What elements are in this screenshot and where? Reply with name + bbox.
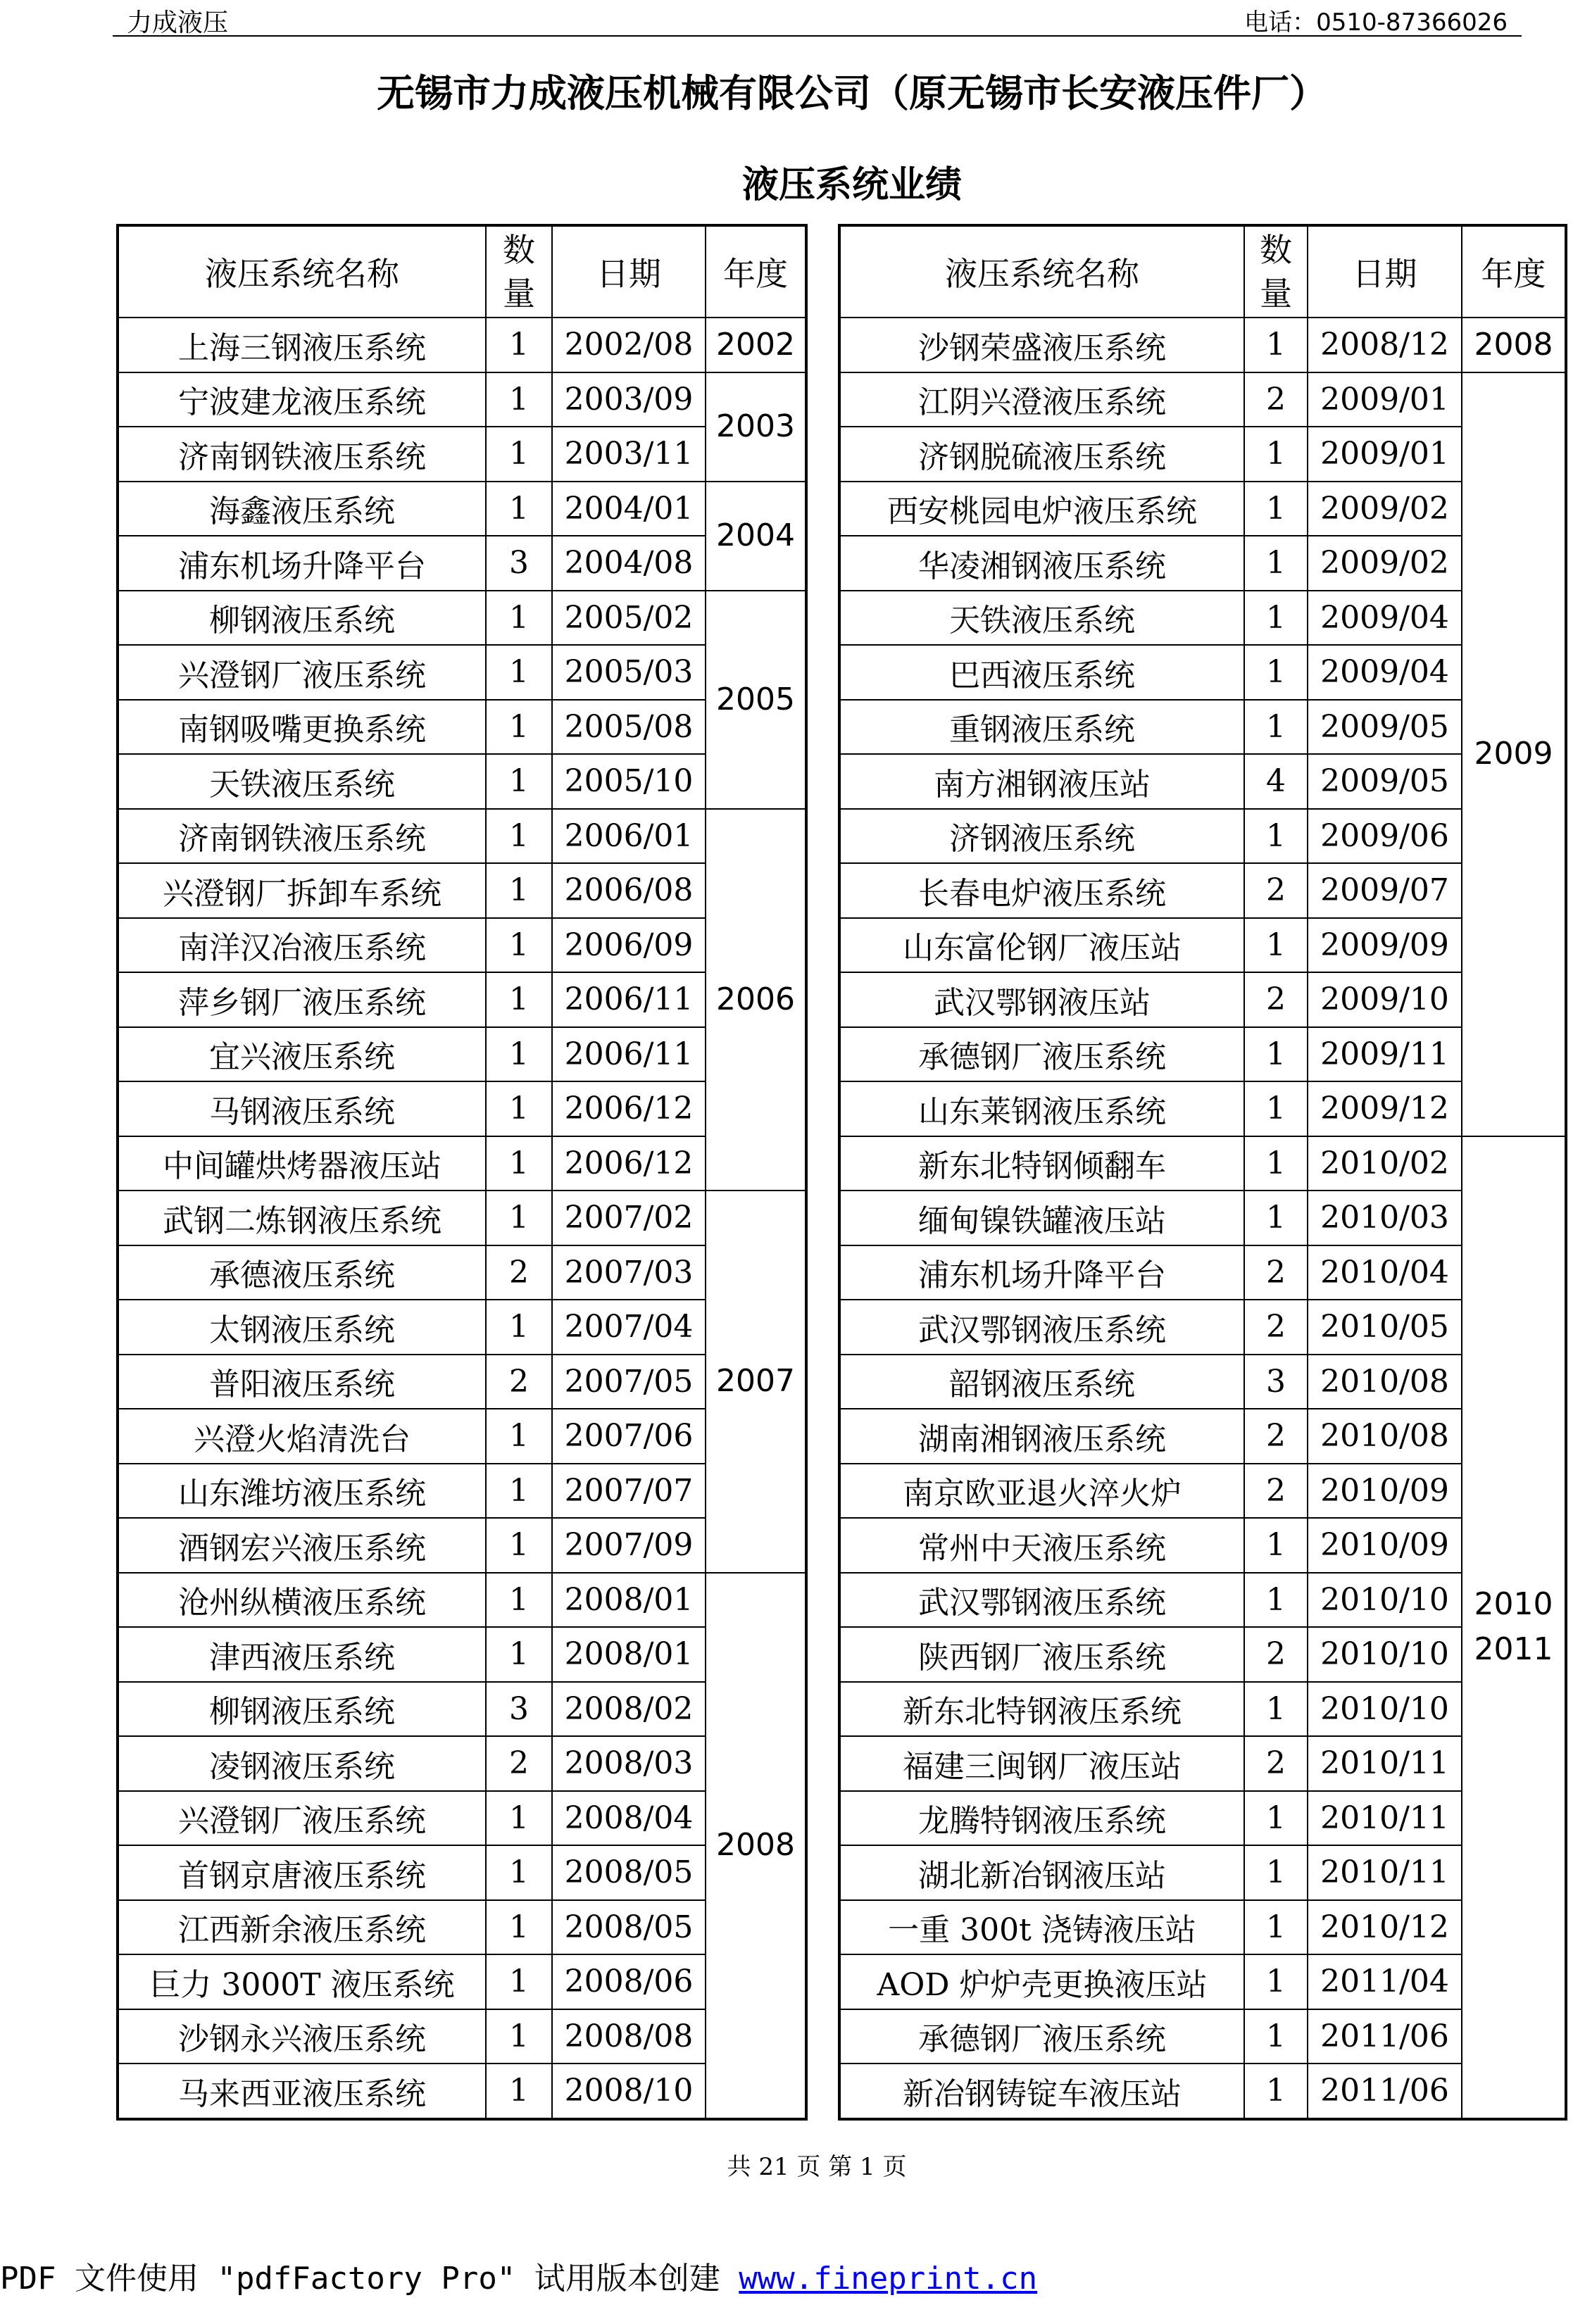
quantity: 1 <box>1244 1027 1308 1082</box>
table-row <box>839 1464 1566 1519</box>
table-row <box>118 1191 806 1245</box>
year-group: 2009 <box>1462 372 1566 1136</box>
system-name: 海鑫液压系统 <box>118 482 486 536</box>
date: 2010/05 <box>1308 1300 1462 1355</box>
table-row <box>118 1845 806 1900</box>
quantity: 1 <box>1244 1682 1308 1737</box>
date: 2010/10 <box>1308 1573 1462 1628</box>
system-name: 酒钢宏兴液压系统 <box>118 1518 486 1573</box>
quantity: 1 <box>1244 700 1308 755</box>
table-row <box>118 1081 806 1136</box>
system-name: 武汉鄂钢液压系统 <box>839 1300 1244 1355</box>
table-row <box>839 591 1566 646</box>
quantity: 1 <box>486 1791 552 1846</box>
system-name: 陕西钢厂液压系统 <box>839 1627 1244 1682</box>
system-name: 武汉鄂钢液压系统 <box>839 1573 1244 1628</box>
date: 2009/09 <box>1308 918 1462 973</box>
system-name: 马来西亚液压系统 <box>118 2064 486 2119</box>
date: 2008/01 <box>552 1627 706 1682</box>
table-row <box>839 1518 1566 1573</box>
system-name: 龙腾特钢液压系统 <box>839 1791 1244 1846</box>
table-row <box>839 372 1566 427</box>
table-row <box>839 700 1566 755</box>
quantity: 1 <box>486 427 552 482</box>
system-name: 柳钢液压系统 <box>118 591 486 646</box>
system-name: 萍乡钢厂液压系统 <box>118 972 486 1027</box>
system-name: 南钢吸嘴更换系统 <box>118 700 486 755</box>
year-group: 2004 <box>706 482 806 591</box>
date: 2010/08 <box>1308 1409 1462 1464</box>
system-name: 兴澄钢厂拆卸车系统 <box>118 863 486 918</box>
quantity: 1 <box>486 1518 552 1573</box>
table-row <box>839 1409 1566 1464</box>
quantity: 1 <box>486 1136 552 1191</box>
table-row <box>118 1518 806 1573</box>
quantity: 1 <box>486 1845 552 1900</box>
date: 2005/08 <box>552 700 706 755</box>
quantity: 1 <box>486 482 552 536</box>
system-name: 济钢液压系统 <box>839 809 1244 864</box>
table-row <box>839 863 1566 918</box>
table-row <box>118 1464 806 1519</box>
table-row <box>118 1900 806 1955</box>
system-name: 太钢液压系统 <box>118 1300 486 1355</box>
quantity: 2 <box>1244 1736 1308 1791</box>
quantity: 1 <box>486 863 552 918</box>
quantity: 1 <box>1244 1518 1308 1573</box>
quantity: 1 <box>486 1627 552 1682</box>
date: 2007/09 <box>552 1518 706 1573</box>
table-row <box>839 482 1566 536</box>
date: 2010/11 <box>1308 1791 1462 1846</box>
quantity: 1 <box>1244 809 1308 864</box>
system-name: 华凌湘钢液压系统 <box>839 536 1244 591</box>
table-row <box>118 372 806 427</box>
date: 2006/11 <box>552 972 706 1027</box>
header-divider <box>113 35 1522 37</box>
date: 2009/01 <box>1308 427 1462 482</box>
year-group: 2002 <box>706 318 806 372</box>
header-phone: 电话：0510-87366026 <box>1244 8 1508 37</box>
system-name: 上海三钢液压系统 <box>118 318 486 372</box>
date: 2007/07 <box>552 1464 706 1519</box>
table-row <box>839 754 1566 809</box>
year-group: 2006 <box>706 809 806 1191</box>
date: 2009/05 <box>1308 754 1462 809</box>
table-header-row <box>118 225 806 318</box>
column-header-date: 日期 <box>552 225 706 318</box>
quantity: 1 <box>486 754 552 809</box>
date: 2006/12 <box>552 1136 706 1191</box>
system-name: 南京欧亚退火淬火炉 <box>839 1464 1244 1519</box>
quantity: 1 <box>1244 482 1308 536</box>
system-name: AOD 炉炉壳更换液压站 <box>839 1954 1244 2009</box>
quantity: 1 <box>486 645 552 700</box>
quantity: 1 <box>486 1900 552 1955</box>
performance-table-right <box>838 224 1567 2121</box>
date: 2008/12 <box>1308 318 1462 372</box>
system-name: 天铁液压系统 <box>839 591 1244 646</box>
table-row <box>839 2064 1566 2119</box>
date: 2009/05 <box>1308 700 1462 755</box>
table-row <box>839 1954 1566 2009</box>
table-row <box>839 318 1566 372</box>
date: 2008/01 <box>552 1573 706 1628</box>
table-row <box>118 2009 806 2064</box>
table-header-row <box>839 225 1566 318</box>
quantity: 1 <box>486 809 552 864</box>
quantity: 2 <box>1244 1409 1308 1464</box>
quantity: 1 <box>1244 427 1308 482</box>
table-row <box>118 700 806 755</box>
date: 2009/10 <box>1308 972 1462 1027</box>
quantity: 1 <box>1244 645 1308 700</box>
table-row <box>118 1409 806 1464</box>
date: 2010/03 <box>1308 1191 1462 1245</box>
quantity: 1 <box>1244 1900 1308 1955</box>
quantity: 1 <box>486 918 552 973</box>
column-header-year: 年度 <box>706 225 806 318</box>
quantity: 3 <box>486 536 552 591</box>
quantity: 2 <box>1244 372 1308 427</box>
date: 2006/01 <box>552 809 706 864</box>
table-row <box>839 1027 1566 1082</box>
year-group: 2008 <box>706 1573 806 2119</box>
table-row <box>839 1845 1566 1900</box>
table-row <box>839 1682 1566 1737</box>
quantity: 2 <box>1244 1464 1308 1519</box>
table-row <box>118 427 806 482</box>
table-row <box>839 645 1566 700</box>
table-row <box>118 1300 806 1355</box>
table-row <box>839 1245 1566 1300</box>
date: 2006/11 <box>552 1027 706 1082</box>
system-name: 济钢脱硫液压系统 <box>839 427 1244 482</box>
table-row <box>839 918 1566 973</box>
system-name: 韶钢液压系统 <box>839 1355 1244 1409</box>
system-name: 巨力 3000T 液压系统 <box>118 1954 486 2009</box>
date: 2003/11 <box>552 427 706 482</box>
quantity: 1 <box>486 1954 552 2009</box>
system-name: 天铁液压系统 <box>118 754 486 809</box>
year-group: 2003 <box>706 372 806 482</box>
system-name: 宁波建龙液压系统 <box>118 372 486 427</box>
column-header-year: 年度 <box>1462 225 1566 318</box>
system-name: 承德钢厂液压系统 <box>839 1027 1244 1082</box>
system-name: 兴澄钢厂液压系统 <box>118 1791 486 1846</box>
date: 2011/06 <box>1308 2009 1462 2064</box>
quantity: 3 <box>1244 1355 1308 1409</box>
date: 2006/12 <box>552 1081 706 1136</box>
table-row <box>118 1355 806 1409</box>
system-name: 沧州纵横液压系统 <box>118 1573 486 1628</box>
document-title: 无锡市力成液压机械有限公司（原无锡市长安液压件厂） <box>377 71 1327 115</box>
column-header-qty: 数 量 <box>486 225 552 318</box>
system-name: 西安桃园电炉液压系统 <box>839 482 1244 536</box>
date: 2007/06 <box>552 1409 706 1464</box>
date: 2008/02 <box>552 1682 706 1737</box>
table-row <box>839 1191 1566 1245</box>
table-row <box>839 536 1566 591</box>
date: 2008/03 <box>552 1736 706 1791</box>
quantity: 1 <box>1244 1081 1308 1136</box>
quantity: 1 <box>1244 918 1308 973</box>
system-name: 山东富伦钢厂液压站 <box>839 918 1244 973</box>
system-name: 浦东机场升降平台 <box>118 536 486 591</box>
system-name: 江阴兴澄液压系统 <box>839 372 1244 427</box>
table-row <box>118 318 806 372</box>
date: 2007/03 <box>552 1245 706 1300</box>
date: 2002/08 <box>552 318 706 372</box>
year-group: 2007 <box>706 1191 806 1573</box>
system-name: 武钢二炼钢液压系统 <box>118 1191 486 1245</box>
quantity: 1 <box>1244 318 1308 372</box>
year-group: 2008 <box>1462 318 1566 372</box>
quantity: 2 <box>486 1355 552 1409</box>
table-row <box>839 1736 1566 1791</box>
table-row <box>118 2064 806 2119</box>
table-row <box>118 754 806 809</box>
date: 2005/03 <box>552 645 706 700</box>
table-row <box>839 1573 1566 1628</box>
system-name: 新东北特钢倾翻车 <box>839 1136 1244 1191</box>
date: 2008/04 <box>552 1791 706 1846</box>
table-row <box>118 1573 806 1628</box>
date: 2010/04 <box>1308 1245 1462 1300</box>
quantity: 2 <box>1244 1627 1308 1682</box>
system-name: 南方湘钢液压站 <box>839 754 1244 809</box>
system-name: 承德钢厂液压系统 <box>839 2009 1244 2064</box>
table-row <box>839 972 1566 1027</box>
table-row <box>839 1627 1566 1682</box>
table-row <box>118 591 806 646</box>
system-name: 凌钢液压系统 <box>118 1736 486 1791</box>
quantity: 2 <box>1244 972 1308 1027</box>
quantity: 2 <box>486 1245 552 1300</box>
quantity: 1 <box>486 2009 552 2064</box>
table-row <box>839 1355 1566 1409</box>
table-row <box>118 482 806 536</box>
system-name: 一重 300t 浇铸液压站 <box>839 1900 1244 1955</box>
system-name: 湖北新冶钢液压站 <box>839 1845 1244 1900</box>
fineprint-link[interactable]: www.fineprint.cn <box>739 2261 1038 2297</box>
date: 2009/12 <box>1308 1081 1462 1136</box>
table-row <box>118 1682 806 1737</box>
table-row <box>118 645 806 700</box>
date: 2007/05 <box>552 1355 706 1409</box>
quantity: 1 <box>486 1464 552 1519</box>
header-company: 力成液压 <box>127 8 229 37</box>
system-name: 浦东机场升降平台 <box>839 1245 1244 1300</box>
date: 2007/04 <box>552 1300 706 1355</box>
date: 2009/07 <box>1308 863 1462 918</box>
table-row <box>839 1081 1566 1136</box>
quantity: 1 <box>486 1027 552 1082</box>
date: 2011/06 <box>1308 2064 1462 2119</box>
quantity: 1 <box>1244 1791 1308 1846</box>
system-name: 柳钢液压系统 <box>118 1682 486 1737</box>
system-name: 济南钢铁液压系统 <box>118 427 486 482</box>
date: 2008/06 <box>552 1954 706 2009</box>
date: 2008/05 <box>552 1900 706 1955</box>
table-row <box>118 809 806 864</box>
quantity: 1 <box>486 1409 552 1464</box>
table-row <box>839 1300 1566 1355</box>
system-name: 承德液压系统 <box>118 1245 486 1300</box>
quantity: 1 <box>486 1573 552 1628</box>
date: 2009/04 <box>1308 591 1462 646</box>
table-row <box>118 1954 806 2009</box>
table-row <box>118 972 806 1027</box>
date: 2010/09 <box>1308 1518 1462 1573</box>
quantity: 1 <box>1244 591 1308 646</box>
system-name: 沙钢荣盛液压系统 <box>839 318 1244 372</box>
system-name: 山东莱钢液压系统 <box>839 1081 1244 1136</box>
quantity: 1 <box>486 591 552 646</box>
date: 2006/09 <box>552 918 706 973</box>
date: 2010/12 <box>1308 1900 1462 1955</box>
page-indicator: 共 21 页 第 1 页 <box>727 2153 907 2181</box>
date: 2005/02 <box>552 591 706 646</box>
table-row <box>118 1027 806 1082</box>
pdf-note-text: PDF 文件使用 "pdfFactory Pro" 试用版本创建 <box>0 2261 739 2297</box>
quantity: 1 <box>1244 1191 1308 1245</box>
system-name: 福建三闽钢厂液压站 <box>839 1736 1244 1791</box>
date: 2004/01 <box>552 482 706 536</box>
system-name: 新冶钢铸锭车液压站 <box>839 2064 1244 2119</box>
year-group: 2010 2011 <box>1462 1136 1566 2119</box>
system-name: 缅甸镍铁罐液压站 <box>839 1191 1244 1245</box>
system-name: 兴澄火焰清洗台 <box>118 1409 486 1464</box>
system-name: 马钢液压系统 <box>118 1081 486 1136</box>
system-name: 济南钢铁液压系统 <box>118 809 486 864</box>
date: 2008/10 <box>552 2064 706 2119</box>
quantity: 1 <box>486 972 552 1027</box>
system-name: 江西新余液压系统 <box>118 1900 486 1955</box>
year-group: 2005 <box>706 591 806 809</box>
date: 2010/11 <box>1308 1845 1462 1900</box>
date: 2009/02 <box>1308 536 1462 591</box>
table-row <box>118 1791 806 1846</box>
quantity: 3 <box>486 1682 552 1737</box>
column-header-name: 液压系统名称 <box>839 225 1244 318</box>
quantity: 1 <box>1244 2009 1308 2064</box>
column-header-date: 日期 <box>1308 225 1462 318</box>
table-row <box>118 536 806 591</box>
table-row <box>839 2009 1566 2064</box>
date: 2005/10 <box>552 754 706 809</box>
pdf-creator-note <box>0 2253 1037 2298</box>
table-row <box>839 1136 1566 1191</box>
table-row <box>839 1791 1566 1846</box>
date: 2003/09 <box>552 372 706 427</box>
quantity: 1 <box>1244 536 1308 591</box>
system-name: 津西液压系统 <box>118 1627 486 1682</box>
date: 2009/04 <box>1308 645 1462 700</box>
quantity: 4 <box>1244 754 1308 809</box>
system-name: 重钢液压系统 <box>839 700 1244 755</box>
quantity: 1 <box>486 1191 552 1245</box>
date: 2006/08 <box>552 863 706 918</box>
system-name: 普阳液压系统 <box>118 1355 486 1409</box>
system-name: 常州中天液压系统 <box>839 1518 1244 1573</box>
quantity: 2 <box>1244 1245 1308 1300</box>
quantity: 1 <box>1244 1954 1308 2009</box>
date: 2010/09 <box>1308 1464 1462 1519</box>
quantity: 2 <box>1244 1300 1308 1355</box>
date: 2009/02 <box>1308 482 1462 536</box>
quantity: 2 <box>1244 863 1308 918</box>
table-row <box>118 1627 806 1682</box>
system-name: 兴澄钢厂液压系统 <box>118 645 486 700</box>
table-row <box>839 427 1566 482</box>
date: 2007/02 <box>552 1191 706 1245</box>
system-name: 沙钢永兴液压系统 <box>118 2009 486 2064</box>
system-name: 山东潍坊液压系统 <box>118 1464 486 1519</box>
system-name: 首钢京唐液压系统 <box>118 1845 486 1900</box>
document-subtitle: 液压系统业绩 <box>741 164 962 206</box>
system-name: 巴西液压系统 <box>839 645 1244 700</box>
table-row <box>118 1245 806 1300</box>
date: 2004/08 <box>552 536 706 591</box>
system-name: 新东北特钢液压系统 <box>839 1682 1244 1737</box>
column-header-name: 液压系统名称 <box>118 225 486 318</box>
table-row <box>118 1136 806 1191</box>
quantity: 1 <box>1244 1136 1308 1191</box>
quantity: 2 <box>486 1736 552 1791</box>
date: 2009/06 <box>1308 809 1462 864</box>
quantity: 1 <box>486 2064 552 2119</box>
date: 2010/11 <box>1308 1736 1462 1791</box>
date: 2011/04 <box>1308 1954 1462 2009</box>
quantity: 1 <box>486 1300 552 1355</box>
column-header-qty: 数 量 <box>1244 225 1308 318</box>
date: 2009/01 <box>1308 372 1462 427</box>
performance-table-left <box>116 224 808 2121</box>
system-name: 中间罐烘烤器液压站 <box>118 1136 486 1191</box>
date: 2009/11 <box>1308 1027 1462 1082</box>
table-row <box>118 1736 806 1791</box>
system-name: 长春电炉液压系统 <box>839 863 1244 918</box>
quantity: 1 <box>1244 1573 1308 1628</box>
system-name: 宜兴液压系统 <box>118 1027 486 1082</box>
table-row <box>839 1900 1566 1955</box>
system-name: 南洋汉冶液压系统 <box>118 918 486 973</box>
date: 2010/02 <box>1308 1136 1462 1191</box>
system-name: 武汉鄂钢液压站 <box>839 972 1244 1027</box>
quantity: 1 <box>486 372 552 427</box>
quantity: 1 <box>486 700 552 755</box>
system-name: 湖南湘钢液压系统 <box>839 1409 1244 1464</box>
quantity: 1 <box>486 1081 552 1136</box>
table-row <box>118 863 806 918</box>
table-row <box>839 809 1566 864</box>
date: 2008/05 <box>552 1845 706 1900</box>
date: 2010/08 <box>1308 1355 1462 1409</box>
quantity: 1 <box>1244 1845 1308 1900</box>
table-row <box>118 918 806 973</box>
quantity: 1 <box>486 318 552 372</box>
date: 2010/10 <box>1308 1627 1462 1682</box>
date: 2008/08 <box>552 2009 706 2064</box>
date: 2010/10 <box>1308 1682 1462 1737</box>
quantity: 1 <box>1244 2064 1308 2119</box>
